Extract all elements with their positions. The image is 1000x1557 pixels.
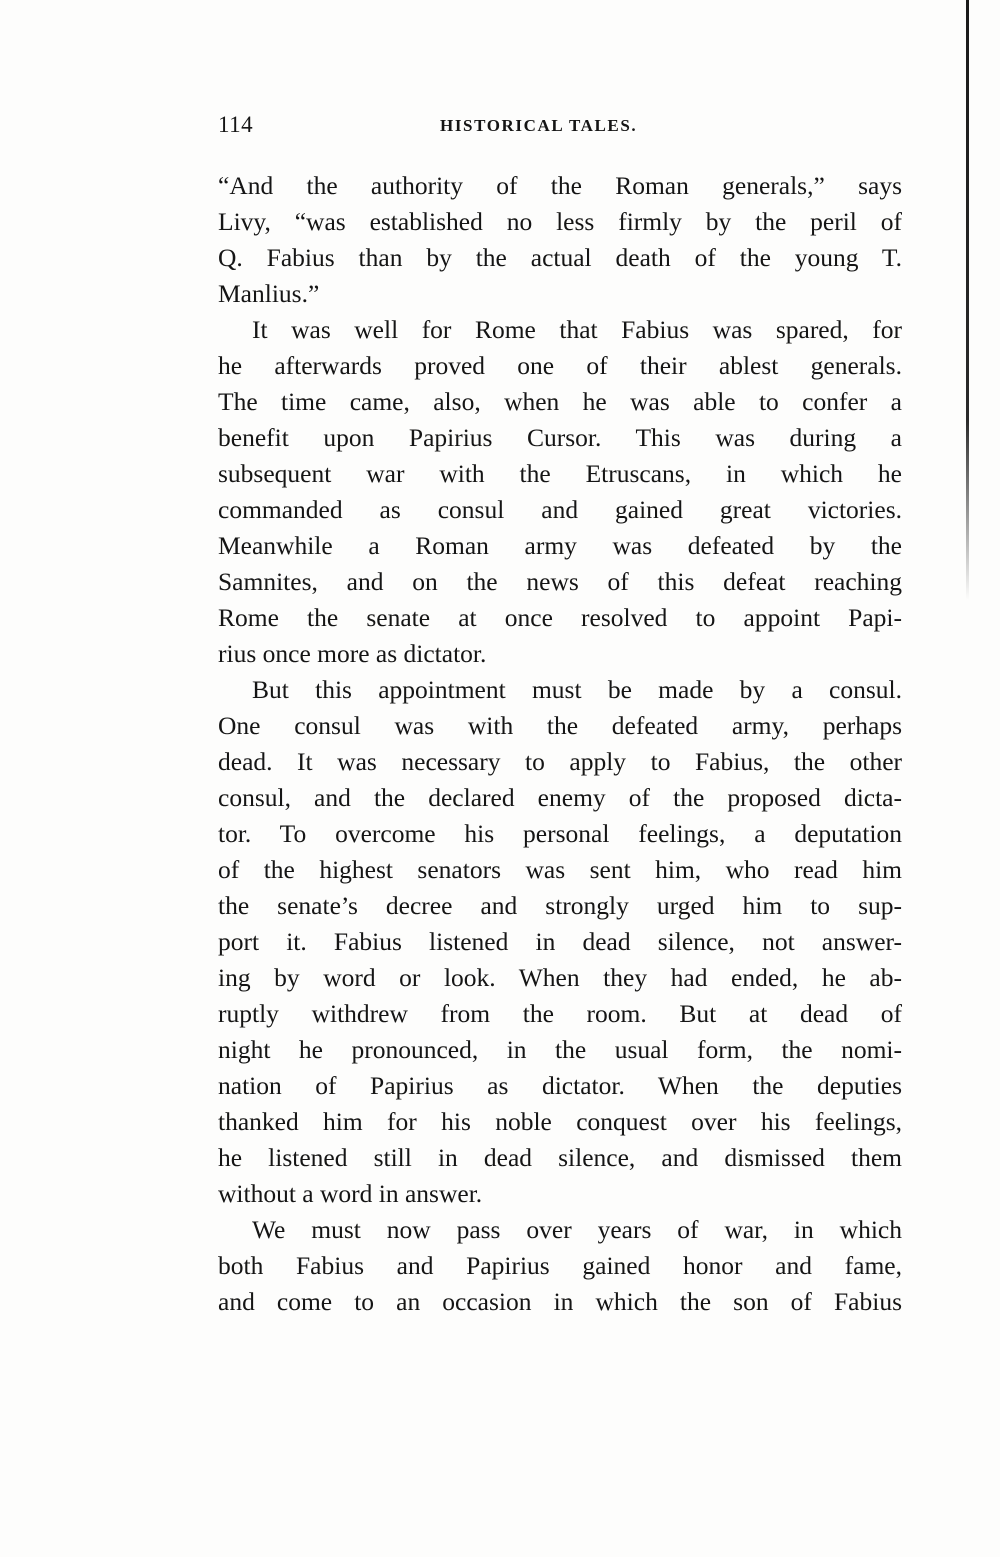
text-line: port it. Fabius listened in dead silence, not answer- (218, 927, 902, 956)
text-line: Meanwhile a Roman army was defeated by the (218, 531, 902, 560)
text-line: The time came, also, when he was able to confer a (218, 387, 902, 416)
text-line: he afterwards proved one of their ablest generals. (218, 351, 902, 380)
text-line: thanked him for his noble conquest over his feelings, (218, 1107, 902, 1136)
text-line: We must now pass over years of war, in which (252, 1215, 902, 1244)
running-title: HISTORICAL TALES. (440, 116, 638, 135)
text-line: One consul was with the defeated army, perhaps (218, 711, 902, 740)
text-line: rius once more as dictator. (218, 639, 487, 668)
text-line: of the highest senators was sent him, who read him (218, 855, 902, 884)
text-line: It was well for Rome that Fabius was spared, for (252, 315, 902, 344)
text-line: commanded as consul and gained great victories. (218, 495, 902, 524)
text-line: subsequent war with the Etruscans, in which he (218, 459, 902, 488)
text-line: both Fabius and Papirius gained honor and fame, (218, 1251, 902, 1280)
text-line: he listened still in dead silence, and dismissed them (218, 1143, 902, 1172)
text-line: and come to an occasion in which the son of Fabius (218, 1287, 902, 1316)
text-line: Livy, “was established no less firmly by the peril of (218, 207, 902, 236)
text-line: benefit upon Papirius Cursor. This was during a (218, 423, 902, 452)
text-line: Samnites, and on the news of this defeat reaching (218, 567, 902, 596)
text-line: But this appointment must be made by a consul. (252, 675, 902, 704)
text-line: night he pronounced, in the usual form, the nomi- (218, 1035, 902, 1064)
text-line: without a word in answer. (218, 1179, 483, 1208)
text-line: “And the authority of the Roman generals,” says (218, 171, 902, 200)
text-line: nation of Papirius as dictator. When the deputies (218, 1071, 902, 1100)
text-line: Manlius.” (218, 279, 320, 308)
running-head (218, 112, 902, 142)
page-number: 114 (218, 112, 254, 137)
text-line: dead. It was necessary to apply to Fabius, the other (218, 747, 902, 776)
text-line: Q. Fabius than by the actual death of the young T. (218, 243, 902, 272)
text-line: ing by word or look. When they had ended, he ab- (218, 963, 902, 992)
text-line: consul, and the declared enemy of the proposed dicta- (218, 783, 902, 812)
text-line: ruptly withdrew from the room. But at dead of (218, 999, 902, 1028)
text-line: Rome the senate at once resolved to appoint Papi- (218, 603, 902, 632)
page-edge-shadow (966, 0, 969, 600)
body-text (218, 168, 902, 1320)
text-line: tor. To overcome his personal feelings, a deputation (218, 819, 902, 848)
text-line: the senate’s decree and strongly urged him to sup- (218, 891, 902, 920)
